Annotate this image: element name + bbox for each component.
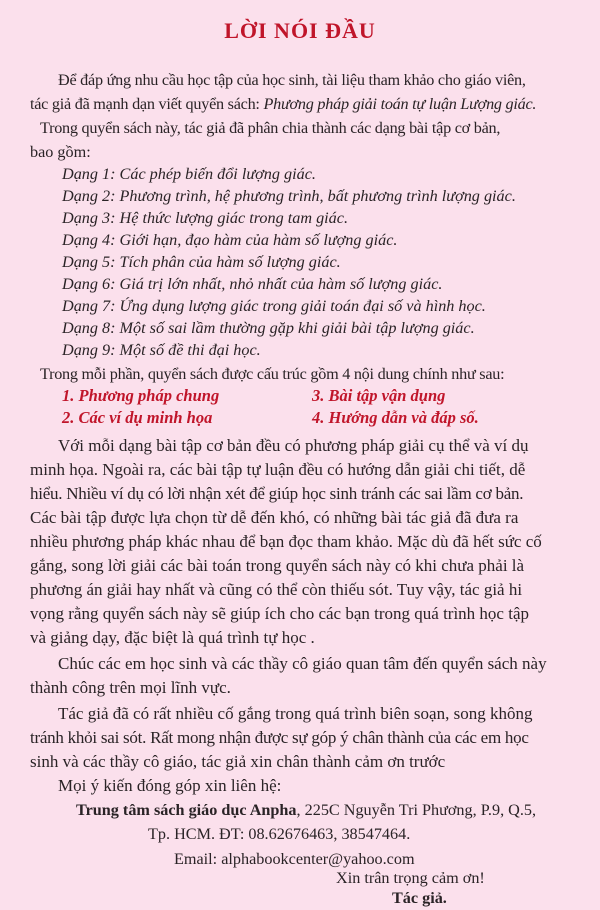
contact-city-phone: Tp. HCM. ĐT: 08.62676463, 38547464. bbox=[148, 825, 411, 843]
section-intro-line-1: Trong quyển sách này, tác giả đã phân chia thành các dạng bài tập cơ bản, bbox=[40, 119, 501, 137]
category-item: Dạng 4: Giới hạn, đạo hàm của hàm số lượng giác. bbox=[62, 231, 398, 249]
contact-email: Email: alphabookcenter@yahoo.com bbox=[174, 850, 415, 868]
closing-thanks: Xin trân trọng cảm ơn! bbox=[336, 869, 485, 887]
structure-item: 4. Hướng dẫn và đáp số. bbox=[312, 408, 479, 427]
paragraph-1-line: và giảng dạy, đặc biệt là quá trình tự học . bbox=[30, 628, 315, 647]
contact-address bbox=[76, 800, 536, 820]
structure-item: 2. Các ví dụ minh họa bbox=[62, 408, 213, 427]
paragraph-1-line: minh họa. Ngoài ra, các bài tập tự luận đều có hướng dẫn giải chi tiết, dễ bbox=[30, 460, 526, 479]
category-item: Dạng 1: Các phép biến đổi lượng giác. bbox=[62, 165, 316, 183]
author-signature: Tác giả. bbox=[392, 889, 447, 907]
category-item: Dạng 7: Ứng dụng lượng giác trong giải toán đại số và hình học. bbox=[62, 297, 486, 315]
paragraph-3-line: tránh khỏi sai sót. Rất mong nhận được sự góp ý chân thành của các em học bbox=[30, 728, 529, 747]
contact-intro: Mọi ý kiến đóng góp xin liên hệ: bbox=[58, 776, 282, 795]
structure-item: 1. Phương pháp chung bbox=[62, 386, 220, 405]
intro-line-2 bbox=[30, 94, 536, 114]
contact-address-part: , 225C Nguyễn Tri Phương, P.9, Q.5, bbox=[296, 801, 537, 819]
paragraph-1-line: hiểu. Nhiều ví dụ có lời nhận xét để giúp học sinh tránh các sai lầm cơ bản. bbox=[30, 484, 524, 503]
page-title: LỜI NÓI ĐẦU bbox=[224, 18, 376, 43]
category-item: Dạng 3: Hệ thức lượng giác trong tam giác. bbox=[62, 209, 349, 227]
intro-line-2-prefix: tác giả đã mạnh dạn viết quyển sách: bbox=[30, 95, 264, 113]
section-intro-line-2: bao gồm: bbox=[30, 143, 91, 161]
book-title: Phương pháp giải toán tự luận Lượng giác. bbox=[263, 95, 537, 113]
paragraph-1-line: nhiều phương pháp khác nhau để bạn đọc tham khảo. Mặc dù đã hết sức cố bbox=[30, 532, 542, 551]
paragraph-1-line: Các bài tập được lựa chọn từ dễ đến khó, có những bài tác giả đã đưa ra bbox=[30, 508, 519, 527]
structure-intro: Trong mỗi phần, quyển sách được cấu trúc gồm 4 nội dung chính như sau: bbox=[40, 365, 505, 383]
category-item: Dạng 2: Phương trình, hệ phương trình, bất phương trình lượng giác. bbox=[62, 187, 516, 205]
intro-line-1: Để đáp ứng nhu cầu học tập của học sinh, tài liệu tham khảo cho giáo viên, bbox=[58, 71, 526, 89]
category-item: Dạng 8: Một số sai lầm thường gặp khi giải bài tập lượng giác. bbox=[62, 319, 475, 337]
category-item: Dạng 6: Giá trị lớn nhất, nhỏ nhất của hàm số lượng giác. bbox=[62, 275, 443, 293]
category-item: Dạng 9: Một số đề thi đại học. bbox=[62, 341, 261, 359]
paragraph-1-line: phương án giải hay nhất và cũng có thể còn thiếu sót. Tuy vậy, tác giả hi bbox=[30, 580, 523, 599]
paragraph-1-line: gắng, song lời giải các bài toán trong quyển sách này có khi chưa phải là bbox=[30, 556, 525, 575]
category-item: Dạng 5: Tích phân của hàm số lượng giác. bbox=[62, 253, 341, 271]
structure-item: 3. Bài tập vận dụng bbox=[312, 386, 446, 405]
paragraph-3-line: Tác giả đã có rất nhiều cố gắng trong quá trình biên soạn, song không bbox=[58, 704, 533, 723]
paragraph-1-line: Với mỗi dạng bài tập cơ bản đều có phương pháp giải cụ thể và ví dụ bbox=[58, 436, 529, 455]
paragraph-2-line: Chúc các em học sinh và các thầy cô giáo quan tâm đến quyển sách này bbox=[58, 654, 547, 673]
paragraph-1-line: vọng rằng quyển sách này sẽ giúp ích cho các bạn trong quá trình học tập bbox=[30, 604, 529, 623]
paragraph-2-line: thành công trên mọi lĩnh vực. bbox=[30, 678, 231, 697]
paragraph-3-line: sinh và các thầy cô giáo, tác giả xin chân thành cảm ơn trước bbox=[30, 752, 446, 771]
contact-organization: Trung tâm sách giáo dục Anpha bbox=[76, 801, 297, 819]
